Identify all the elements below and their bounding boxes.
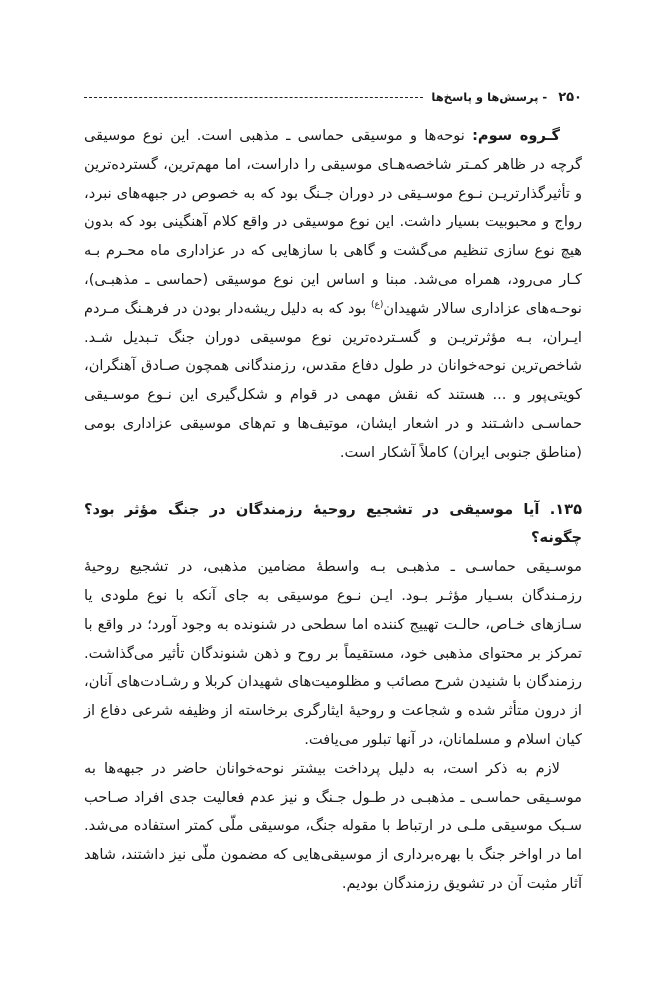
answer-paragraph-2 xyxy=(84,755,582,899)
answer-line: رزمـندگان بسـیار مؤثـر بـود. ایـن نـوع موسیقی به جای آنکه با نوع ملودی یا xyxy=(84,586,582,604)
page-number: ۲۵۰ xyxy=(558,89,582,105)
question-text: آیا موسیقی در تشجیع روحیهٔ رزمندگان در جنگ مؤثر بود؟ چگونه؟ xyxy=(84,500,582,547)
header-dashed-rule xyxy=(84,97,423,98)
paragraph-line: که بدون هیچ نوع سازی تنظیم می‌گشت و گاهی با سازهایی که در عزاداری ماه xyxy=(84,213,583,260)
paragraph-line: بود که به دلیل ریشه‌دار بودن در xyxy=(173,299,372,317)
answer-paragraph-1 xyxy=(84,553,582,755)
paragraph-line: صـادق آهنگران، کویتی‌پور و ... هستند که نقش مهمی در قوام و شکل‌گیری این xyxy=(84,357,583,404)
body-text xyxy=(84,122,582,899)
answer-line: صـاحب سـبک موسیقی ملـی در ارتباط با مقوله جنگ، موسیقی ملّی کمتر xyxy=(84,788,582,835)
paragraph-line: نبرد، رواج و محبوبیت بسیار داشت. این نوع موسیقی در واقع کلام آهنگینی بود xyxy=(84,184,582,231)
group-label: گـروه سوم: xyxy=(472,127,561,144)
header-separator: - xyxy=(542,90,549,104)
paragraph-line: فرهـنگ مـردم ایـران، بـه مؤثرتریـن و گسـترده‌ترین نوع موسیقی دوران جنگ xyxy=(84,299,582,346)
paragraph-line: در ظاهر کمـتر شاخصه‌هـای موسیقی را داراست، اما مهم‌ترین، گسترده‌ترین و xyxy=(84,155,582,202)
paragraph-line: نوحه‌ها و موسیقی حماسی ـ مذهبی است. این نوع موسیقی گرچه xyxy=(84,127,582,173)
paragraph-line: عزاداری بومی (مناطق جنوبی ایران) کاملاً آشکار است. xyxy=(84,414,582,461)
running-header xyxy=(84,86,582,108)
answer-line: موسـیقی حماسـی ـ مذهبـی بـه واسطهٔ مضامین مذهبی، در تشجیع روحیهٔ xyxy=(84,558,582,576)
answer-line: موسـیقی حماسـی ـ مذهبـی در طـول جـنگ و نیز عدم فعالیت جدی افراد xyxy=(134,788,582,806)
question-number: ۱۳۵. xyxy=(549,500,582,518)
answer-line: ملّی نیز داشتند، شاهد آثار مثبت آن در تشویق رزمندگان بودیم. xyxy=(84,846,582,892)
answer-line: لازم به ذکر است، به دلیل پرداخت بیشتر نوحه‌خوانان حاضر در جبهه‌ها به xyxy=(84,759,560,777)
answer-line: وظیفه شرعی دفاع از کیان اسلام و مسلمانان، در آنها تبلور می‌یافت. xyxy=(84,702,582,748)
answer-line: واقع با تمرکز بر محتوای مذهبی خود، مستقیماً بر روح و ذهن شنوندگان تأثیر xyxy=(84,615,582,662)
answer-line: سـازهای خـاص، حالـت تهییج کننده اما سطحی در شنونده به وجود آورد؛ در xyxy=(128,615,582,633)
paragraph-line: تـبدیل شـد. شاخص‌ترین نوحه‌خوانان در طول دفاع مقدس، رزمندگانی همچون xyxy=(84,328,583,375)
answer-line: رشـادت‌های آنان، از درون متأثر شده و شجاعت و روحیهٔ ایثارگری برخاسته از xyxy=(84,673,582,720)
running-title: پرسش‌ها و پاسخ‌ها xyxy=(431,90,539,104)
paragraph-line: محـرم بـه کـار می‌رود، همراه می‌شد. مبنا و اساس این نوع موسیقی (حماسی ـ xyxy=(84,242,582,288)
paragraph-line: نـوع موسـیقی حماسـی داشـتند و در اشعار ایشان، موتیف‌ها و تم‌های موسیقی xyxy=(84,386,582,432)
question-heading xyxy=(84,496,582,554)
paragraph-group-three xyxy=(84,122,582,468)
paragraph-line: تأثیرگذارتریـن نـوع موسـیقی در دوران جـنگ بود که به خصوص در جبهه‌های xyxy=(116,184,570,202)
answer-line: استفاده می‌شد. اما در اواخر جنگ با بهره‌برداری از موسیقی‌هایی که مضمون xyxy=(84,817,582,864)
paragraph-line: مذهبـی)، نوحـه‌های عزاداری سالار شهیدان xyxy=(84,270,582,317)
honorific-mark: (ع) xyxy=(371,299,384,310)
answer-line: می‌گذاشت. رزمندگان با شنیدن شرح مصائب و مظلومیت‌های شهیدان کربلا و xyxy=(84,644,583,691)
